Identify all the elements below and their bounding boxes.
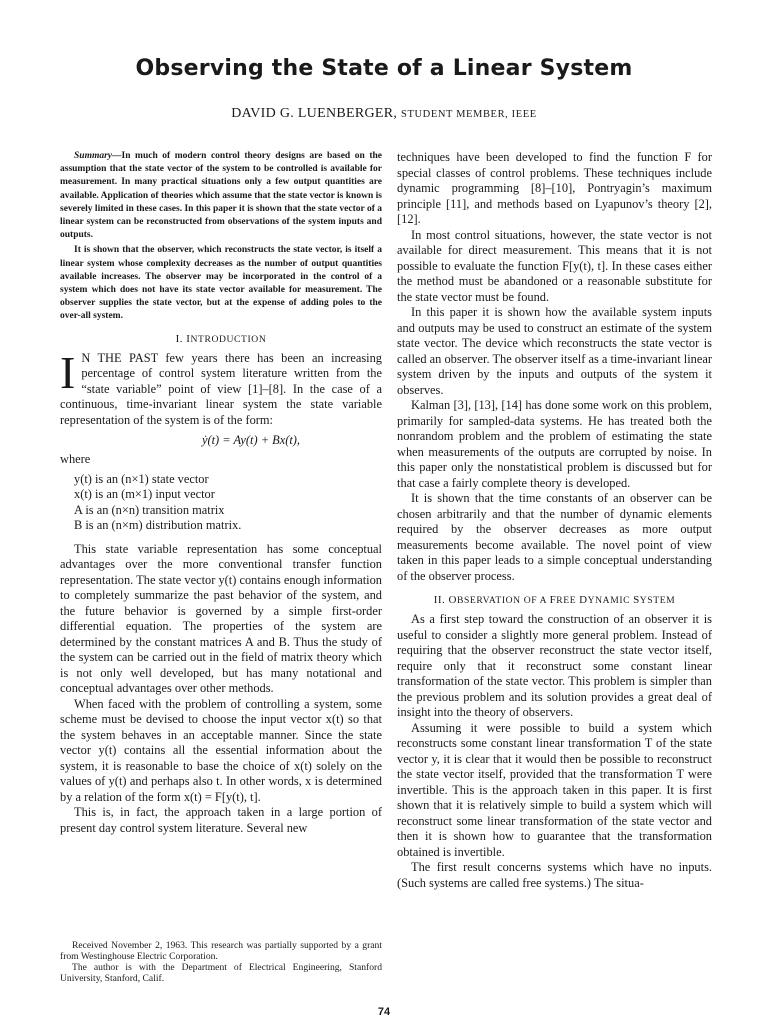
- intro-paragraph-3: When faced with the problem of controlling a system, some scheme must be devised to choose the input vector x(t) so that the system behaves in an acceptable manner. Since the state vector y(t) contains all the essential information about the system, it is reasonable to base the choice of x(t) solely on the values of y(t) and perhaps also t. In other words, x is determined by a relation of the form x(t) = F[y(t), t].: [60, 696, 382, 804]
- footnote-affiliation: The author is with the Department of Electrical Engineering, Stanford University, Stanford, Calif.: [60, 962, 382, 984]
- intro-text-1: N THE PAST few years there has been an increasing percentage of control system literature written from the “state variable” point of view [1]–[8]. In the case of a continuous, time-invariant linear system the state variable representation of the system is of the form:: [60, 350, 382, 427]
- section-heading-initial: I: [186, 332, 191, 345]
- heading-cap: O: [448, 594, 457, 606]
- abstract-paragraph-2: It is shown that the observer, which reconstructs the state vector, is itself a linear system whose complexity decreases as the number of output quantities available increases. The observer may be incorporated in the control of a system which does not have its state vector available for measurement. The observer supplies the state vector, but at the expense of adding poles to the over-all system.: [60, 245, 382, 322]
- intro-paragraph-4: This is, in fact, the approach taken in a large portion of present day control system literature. Several new: [60, 805, 382, 835]
- heading-rest: REE: [556, 595, 580, 606]
- author-line: [0, 106, 768, 122]
- definition-item: x(t) is an (m×1) input vector: [74, 487, 215, 502]
- heading-cap: F: [549, 594, 557, 606]
- definition-item: y(t) is an (n×1) state vector: [74, 471, 209, 486]
- left-column: [60, 150, 382, 836]
- observation-paragraph-2: Assuming it were possible to build a system which reconstructs some constant linear transformation T of the state vector y, it is clear that it would then be possible to reconstruct the state vector itself, provided that the transformation T were invertible. This is the approach taken in this paper. It is first shown that it is relatively simple to build a system which will reconstruct some linear transformation of the state vector and then it is shown how to guarantee that the transformation obtained is invertible.: [397, 720, 712, 859]
- observation-paragraph-1: As a first step toward the construction of an observer it is useful to consider a slightly more general problem. Instead of requiring that the observer reconstruct the state vector itself, require only that it reconstruct some constant linear transformation of the state vector. This problem is simpler than the previous problem and its solution provides a great deal of insight into the theory of observers.: [397, 612, 712, 719]
- author-name: DAVID G. LUENBERGER,: [231, 106, 398, 121]
- abstract-lead: Summary—: [74, 151, 122, 161]
- drop-cap: I: [60, 346, 76, 398]
- footnote-received: Received November 2, 1963. This research was partially supported by a grant from Westinghouse Electric Corporation.: [60, 940, 382, 962]
- right-paragraph-3: In this paper it is shown how the available system inputs and outputs may be used to construct an estimate of the system state vector. The device which reconstructs the state vector is called an observer. The observer itself as a time-invariant linear system driven by the inputs and outputs of the system it observes.: [397, 305, 712, 397]
- abstract-paragraph-1: [60, 150, 382, 242]
- definition-item: B is an (n×m) distribution matrix.: [74, 518, 242, 533]
- section-numeral: I.: [175, 332, 184, 345]
- state-equation: ẏ(t) = Ay(t) + Bx(t),: [201, 433, 301, 448]
- heading-rest: YSTEM: [639, 595, 676, 606]
- observation-body: [397, 612, 712, 891]
- observation-paragraph-3: The first result concerns systems which have no inputs. (Such systems are called free systems.) The situa-: [397, 860, 712, 890]
- right-paragraph-2: In most control situations, however, the state vector is not available for direct measurement. This means that it is not possible to evaluate the function F[y(t), t]. In these cases either the method must be abandoned or a reasonable substitute for the state vector must be found.: [397, 227, 712, 304]
- page-number: 74: [377, 1006, 391, 1018]
- heading-rest: BSERVATION OF A: [457, 595, 550, 606]
- abstract: [60, 150, 382, 324]
- heading-cap: S: [633, 594, 640, 606]
- section-heading-observation: [397, 594, 712, 606]
- paper-title: Observing the State of a Linear System: [135, 56, 633, 81]
- section-heading-rest: NTRODUCTION: [190, 333, 267, 345]
- section-numeral: II.: [433, 594, 446, 606]
- abstract-text-1: In much of modern control theory designs are based on the assumption that the state vector of the system to be controlled is available for measurement. In many practical situations only a few output quantities are available. Application of theories which assume that the state vector is known is severely limited in these cases. In this paper it is shown that the state vector of a linear system can be reconstructed from observations of the system inputs and outputs.: [60, 151, 382, 241]
- where-label: where: [60, 452, 91, 467]
- right-paragraph-4: Kalman [3], [13], [14] has done some work on this problem, primarily for sampled-data systems. He has treated both the nonrandom problem and the problem of estimating the state when measurements of the outputs are corrupted by noise. In this paper only the nonstatistical problem is discussed but for that case a fairly complete theory is developed.: [397, 398, 712, 490]
- right-paragraph-5: It is shown that the time constants of an observer can be chosen arbitrarily and that the number of dynamic elements required by the observer decreases as more output measurements become available. The novel point of view taken in this paper leads to a simple conceptual understanding of the observer process.: [397, 491, 712, 583]
- right-column: [397, 150, 712, 891]
- footnote: [60, 940, 382, 984]
- heading-cap: D: [579, 594, 588, 606]
- intro-paragraph-1: [60, 346, 382, 429]
- section-heading-introduction: [60, 333, 382, 345]
- intro-paragraph-2: This state variable representation has some conceptual advantages over the more conventional transfer function representation. The state vector y(t) contains enough information to completely summarize the past behavior of the system, and the future behavior is governed by a simple first-order differential equation. The properties of the system are determined by the constant matrices A and B. Thus the study of the system can be carried out in the field of matrix theory which is not only well developed, but has many notational and conceptual advantages over other methods.: [60, 541, 382, 696]
- author-role: STUDENT MEMBER, IEEE: [401, 109, 537, 120]
- right-paragraph-1: techniques have been developed to find the function F for special classes of control problems. These techniques include dynamic programming [8]–[10], Pontryagin’s maximum principle [11], and methods based on Lyapunov’s theory [2], [12].: [397, 150, 712, 226]
- definition-item: A is an (n×n) transition matrix: [74, 502, 225, 517]
- right-column-body: [397, 150, 712, 584]
- introduction-body: [60, 346, 382, 837]
- heading-rest: YNAMIC: [587, 595, 634, 606]
- definition-list: [60, 472, 382, 534]
